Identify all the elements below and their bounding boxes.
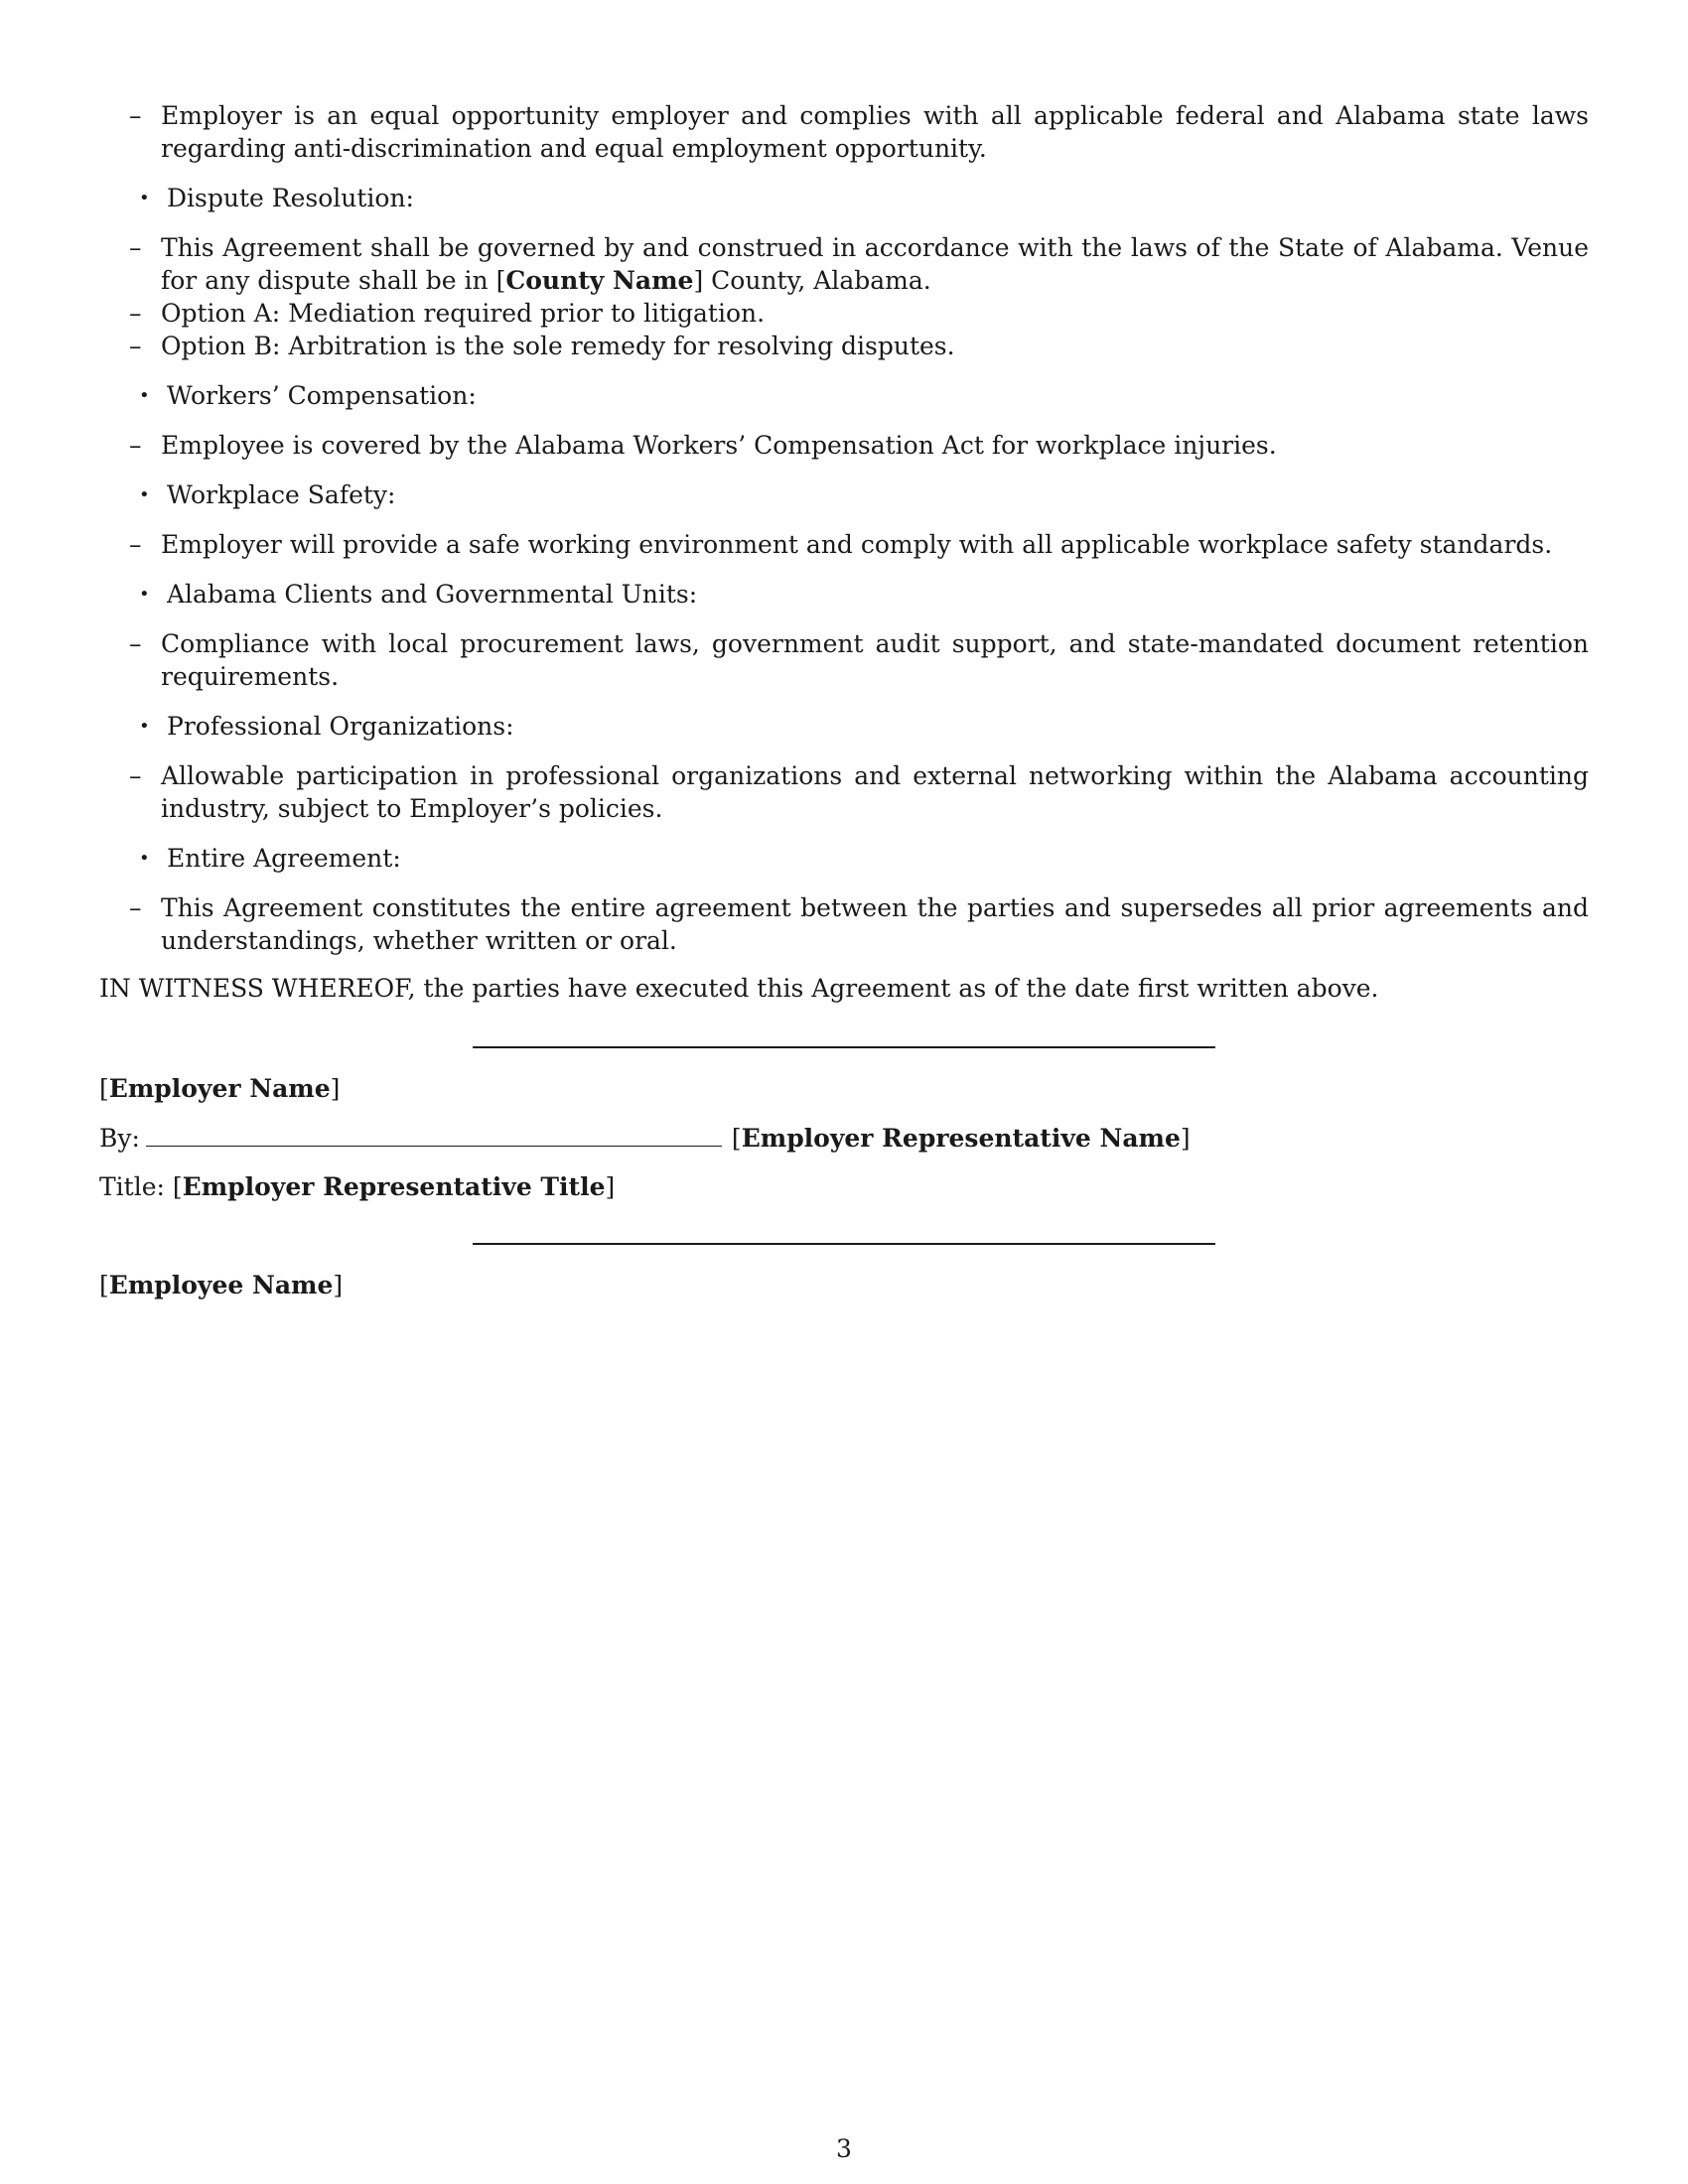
employer-rep-title-placeholder: Employer Representative Title — [182, 1172, 606, 1201]
section-items — [129, 627, 1589, 693]
section-heading: Dispute Resolution: — [167, 184, 414, 212]
employee-name-placeholder: Employee Name — [108, 1271, 334, 1299]
employer-name-placeholder: Employer Name — [108, 1074, 331, 1103]
county-suffix-text: County, Alabama. — [711, 266, 931, 295]
witness-statement: IN WITNESS WHEREOF, the parties have executed this Agreement as of the date first written above. — [99, 974, 1379, 1003]
employee-signature-line — [473, 1243, 1215, 1245]
section-entire-agreement — [99, 842, 1589, 957]
employer-rep-name-placeholder: Employer Representative Name — [741, 1124, 1181, 1153]
bullet-marker: • — [139, 484, 150, 505]
by-signature-line — [146, 1122, 722, 1147]
dash-marker: – — [129, 431, 142, 460]
list-item — [99, 759, 1589, 825]
list-item: – This Agreement shall be governed by and construed in accordance with the laws of the State of Alabama. Venue for any dispute shall be in [County Name] County, Alabama. — [129, 233, 1589, 295]
section-heading: Entire Agreement: — [167, 844, 401, 873]
bullet-marker: • — [139, 716, 150, 737]
item-text: Allowable participation in professional organizations and external networking within the Alabama accounting industry, subject to Employer’s policies. — [161, 761, 1589, 823]
employer-title-block: Title: [Employer Representative Title] — [99, 1172, 616, 1201]
bullet-marker: • — [139, 584, 150, 605]
section-items — [129, 429, 1589, 462]
dash-marker: – — [129, 761, 142, 790]
section-heading: Alabama Clients and Governmental Units: — [167, 580, 698, 609]
section-workers-compensation — [99, 379, 1589, 462]
equal-opportunity-item — [99, 99, 1589, 165]
list-item — [99, 627, 1589, 693]
county-name-placeholder: County Name — [505, 266, 694, 295]
employer-by-block: By: [Employer Representative Name] — [99, 1124, 1191, 1153]
list-item — [99, 528, 1589, 561]
bullet-marker: • — [139, 188, 150, 208]
section-workplace-safety — [99, 478, 1589, 561]
dash-marker: – — [129, 530, 142, 559]
list-item — [99, 429, 1589, 462]
item-text: Employee is covered by the Alabama Workers’ Compensation Act for workplace injuries. — [161, 431, 1277, 460]
section-items — [129, 759, 1589, 825]
equal-opportunity-text: Employer is an equal opportunity employer and complies with all applicable federal and Alabama state laws regarding anti-discrimination and equal employment opportunity. — [161, 101, 1589, 163]
section-alabama-clients — [99, 578, 1589, 693]
dash-marker: – — [129, 629, 142, 658]
section-heading: Workers’ Compensation: — [167, 381, 477, 410]
list-item — [99, 330, 1589, 362]
by-label: By: — [99, 1124, 140, 1153]
page-number: 3 — [836, 2134, 852, 2163]
section-heading: Workplace Safety: — [167, 480, 396, 509]
section-items — [129, 528, 1589, 561]
option-a-text: Option A: Mediation required prior to litigation. — [161, 299, 766, 328]
section-items — [129, 231, 1589, 362]
employee-name-block: [Employee Name] — [99, 1271, 344, 1299]
item-text: Employer will provide a safe working environment and comply with all applicable workplace safety standards. — [161, 530, 1553, 559]
dash-marker: – — [129, 893, 142, 922]
item-text: This Agreement constitutes the entire agreement between the parties and supersedes all prior agreements and understandings, whether written or oral. — [161, 893, 1589, 955]
employer-name-block: [Employer Name] — [99, 1074, 341, 1103]
title-label: Title: — [99, 1172, 165, 1201]
list-item — [99, 891, 1589, 957]
bullet-marker: • — [139, 385, 150, 406]
section-dispute-resolution — [99, 182, 1589, 362]
dash-marker: – — [129, 332, 142, 360]
option-b-text: Option B: Arbitration is the sole remedy for resolving disputes. — [161, 332, 955, 360]
dash-marker: – — [129, 299, 142, 328]
dash-marker: – — [129, 101, 142, 130]
section-items — [129, 891, 1589, 957]
item-text: Compliance with local procurement laws, government audit support, and state-mandated document retention requirements. — [161, 629, 1589, 691]
dash-marker: – — [129, 233, 142, 262]
bullet-marker: • — [139, 848, 150, 869]
employer-signature-line — [473, 1046, 1215, 1048]
list-item — [99, 297, 1589, 330]
section-heading: Professional Organizations: — [167, 712, 514, 741]
governing-law-text: This Agreement shall be governed by and construed in accordance with the laws of the State of Alabama. Venue for any dispute shall be in — [161, 233, 1589, 295]
document-body — [99, 99, 1589, 1005]
section-professional-organizations — [99, 710, 1589, 825]
